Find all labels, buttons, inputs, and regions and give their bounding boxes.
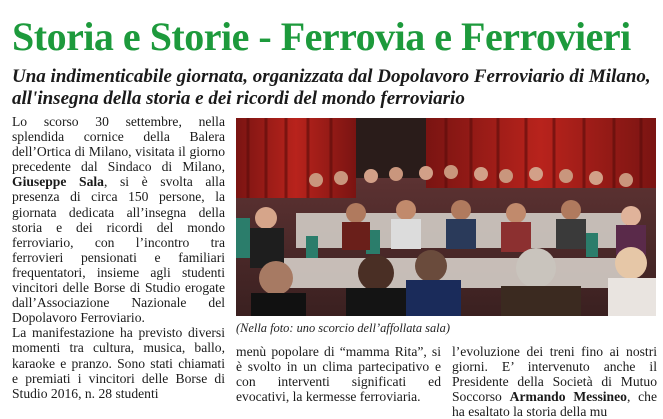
headline: Storia e Storie - Ferrovia e Ferrovieri bbox=[12, 14, 631, 59]
photo-caption: (Nella foto: uno scorcio dell’affollata sala) bbox=[236, 321, 450, 335]
subheadline: Una indimenticabile giornata, organizzata dal Dopolavoro Ferroviario di Milano, all'insegna della storia e dei ricordi del mondo ferroviario bbox=[12, 66, 651, 109]
paragraph-2: La manifestazione ha previsto diversi momenti tra cultura, musica, ballo, karaoke e pranzo. Sono stati chiamati e premiati i vincitori delle Borse di Studio 2016, n. 28 studenti bbox=[12, 325, 225, 401]
article-column-1 bbox=[12, 114, 225, 401]
paragraph-1-text-a: Lo scorso 30 settembre, nella splendida cornice della Balera dell’Ortica di Milano, visitata il giorno precedente dal Sindaco di Milano, bbox=[12, 114, 225, 175]
crowded-hall-image bbox=[236, 118, 656, 316]
column-2-text: menù popolare di “mamma Rita”, si è svolto in un clima partecipativo e con interventi significati ed evocativi, la kermesse ferroviaria. bbox=[236, 344, 441, 405]
column-3-text-a: l’evoluzione dei treni fino ai nostri giorni. E’ intervenuto anche il Presidente della Società di Mutuo Soccorso bbox=[452, 344, 657, 405]
paragraph-1-text-b: , si è svolta alla presenza di circa 150 persone, la giornata dedicata all’insegna della storia e dei ricordi del mondo ferroviario, con l’incontro tra ferrovieri pensionati e familiari frequentatori, insieme agli studenti vincitori delle Borse di Studio erogate dall’Associazione Nazionale del Dopolavoro Ferroviario. bbox=[12, 174, 225, 326]
event-photo bbox=[236, 118, 656, 316]
column-3-text-b: , che ha esaltato la storia della mu bbox=[452, 389, 657, 419]
article-column-3 bbox=[452, 344, 657, 419]
article-column-2 bbox=[236, 344, 441, 404]
paragraph-1 bbox=[12, 114, 225, 325]
president-name: Armando Messineo bbox=[509, 389, 627, 405]
column-3-paragraph bbox=[452, 344, 657, 419]
mayor-name: Giuseppe Sala bbox=[12, 174, 104, 190]
